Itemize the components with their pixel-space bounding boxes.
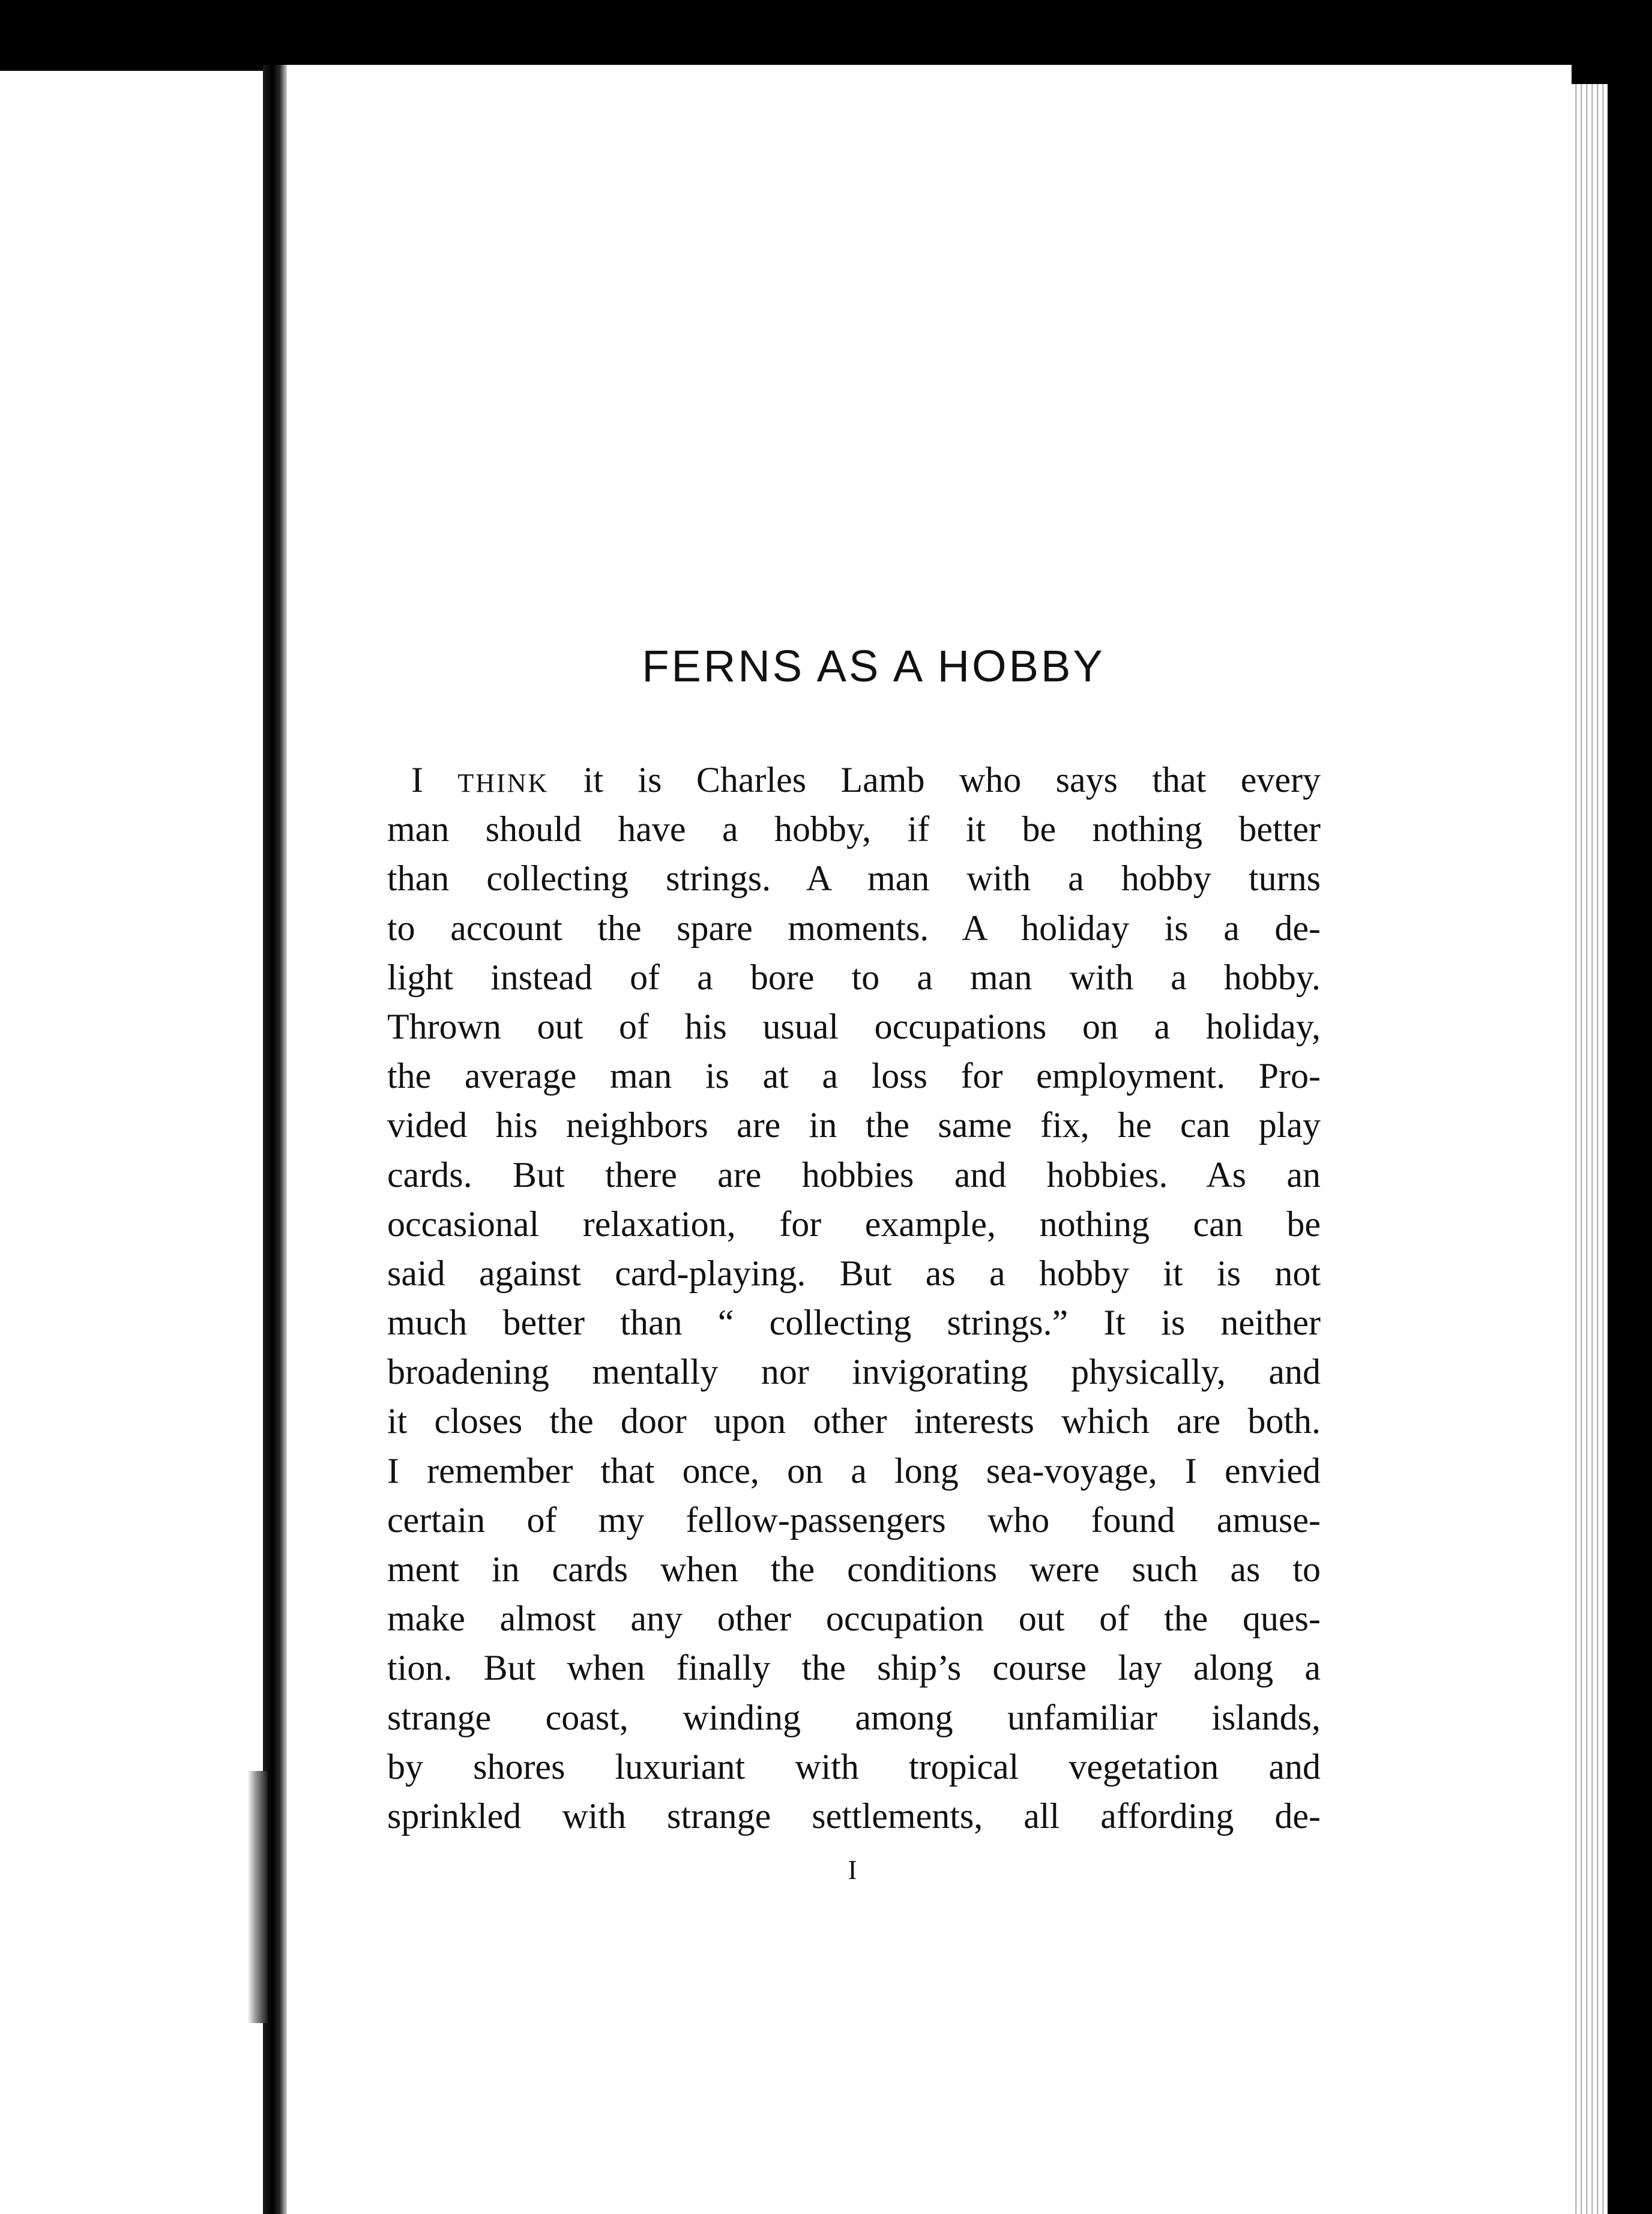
text-line: the average man is at a loss for employment. Pro-	[387, 1056, 1321, 1096]
text-line: much better than “ collecting strings.” It is neither	[387, 1303, 1321, 1343]
text-line: vided his neighbors are in the same fix, he can play	[387, 1105, 1321, 1145]
text-line	[387, 755, 1321, 804]
text-line: make almost any other occupation out of the ques-	[387, 1599, 1321, 1639]
chapter-title	[0, 639, 1651, 693]
gutter-shadow	[247, 1771, 268, 2023]
text-line: man should have a hobby, if it be nothing better	[387, 809, 1321, 849]
text-line: light instead of a bore to a man with a hobby.	[387, 957, 1321, 997]
text-line: certain of my fellow-passengers who found amuse-	[387, 1500, 1321, 1540]
text-line: to account the spare moments. A holiday is a de-	[387, 908, 1321, 948]
text-line: I remember that once, on a long sea-voyage, I envied	[387, 1450, 1321, 1491]
text-line: Thrown out of his usual occupations on a holiday,	[387, 1006, 1321, 1046]
text-line: than collecting strings. A man with a hobby turns	[387, 858, 1321, 899]
text-line-rest: it is Charles Lamb who says that every	[549, 760, 1321, 800]
scan-border	[1608, 90, 1652, 2214]
body-paragraph	[387, 755, 1321, 1841]
text-line: said against card-playing. But as a hobby it is not	[387, 1253, 1321, 1293]
drop-initial: I	[411, 760, 458, 800]
text-line: strange coast, winding among unfamiliar islands,	[387, 1697, 1321, 1737]
chapter-title-text: FERNS AS A HOBBY	[642, 641, 1105, 691]
page-number: I	[848, 1854, 857, 1885]
text-line: it closes the door upon other interests which are both.	[387, 1401, 1321, 1441]
text-line: occasional relaxation, for example, nothing can be	[387, 1204, 1321, 1244]
text-line: cards. But there are hobbies and hobbies. As an	[387, 1154, 1321, 1195]
page-edges	[1572, 84, 1608, 2214]
text-line: tion. But when finally the ship’s course lay along a	[387, 1648, 1321, 1688]
text-line: sprinkled with strange settlements, all affording de-	[387, 1796, 1321, 1836]
text-line: broadening mentally nor invigorating physically, and	[387, 1352, 1321, 1392]
smallcaps-word: THINK	[457, 768, 549, 798]
text-line: by shores luxuriant with tropical vegetation and	[387, 1746, 1321, 1787]
facing-page	[0, 71, 263, 2214]
text-line: ment in cards when the conditions were such as to	[387, 1549, 1321, 1589]
